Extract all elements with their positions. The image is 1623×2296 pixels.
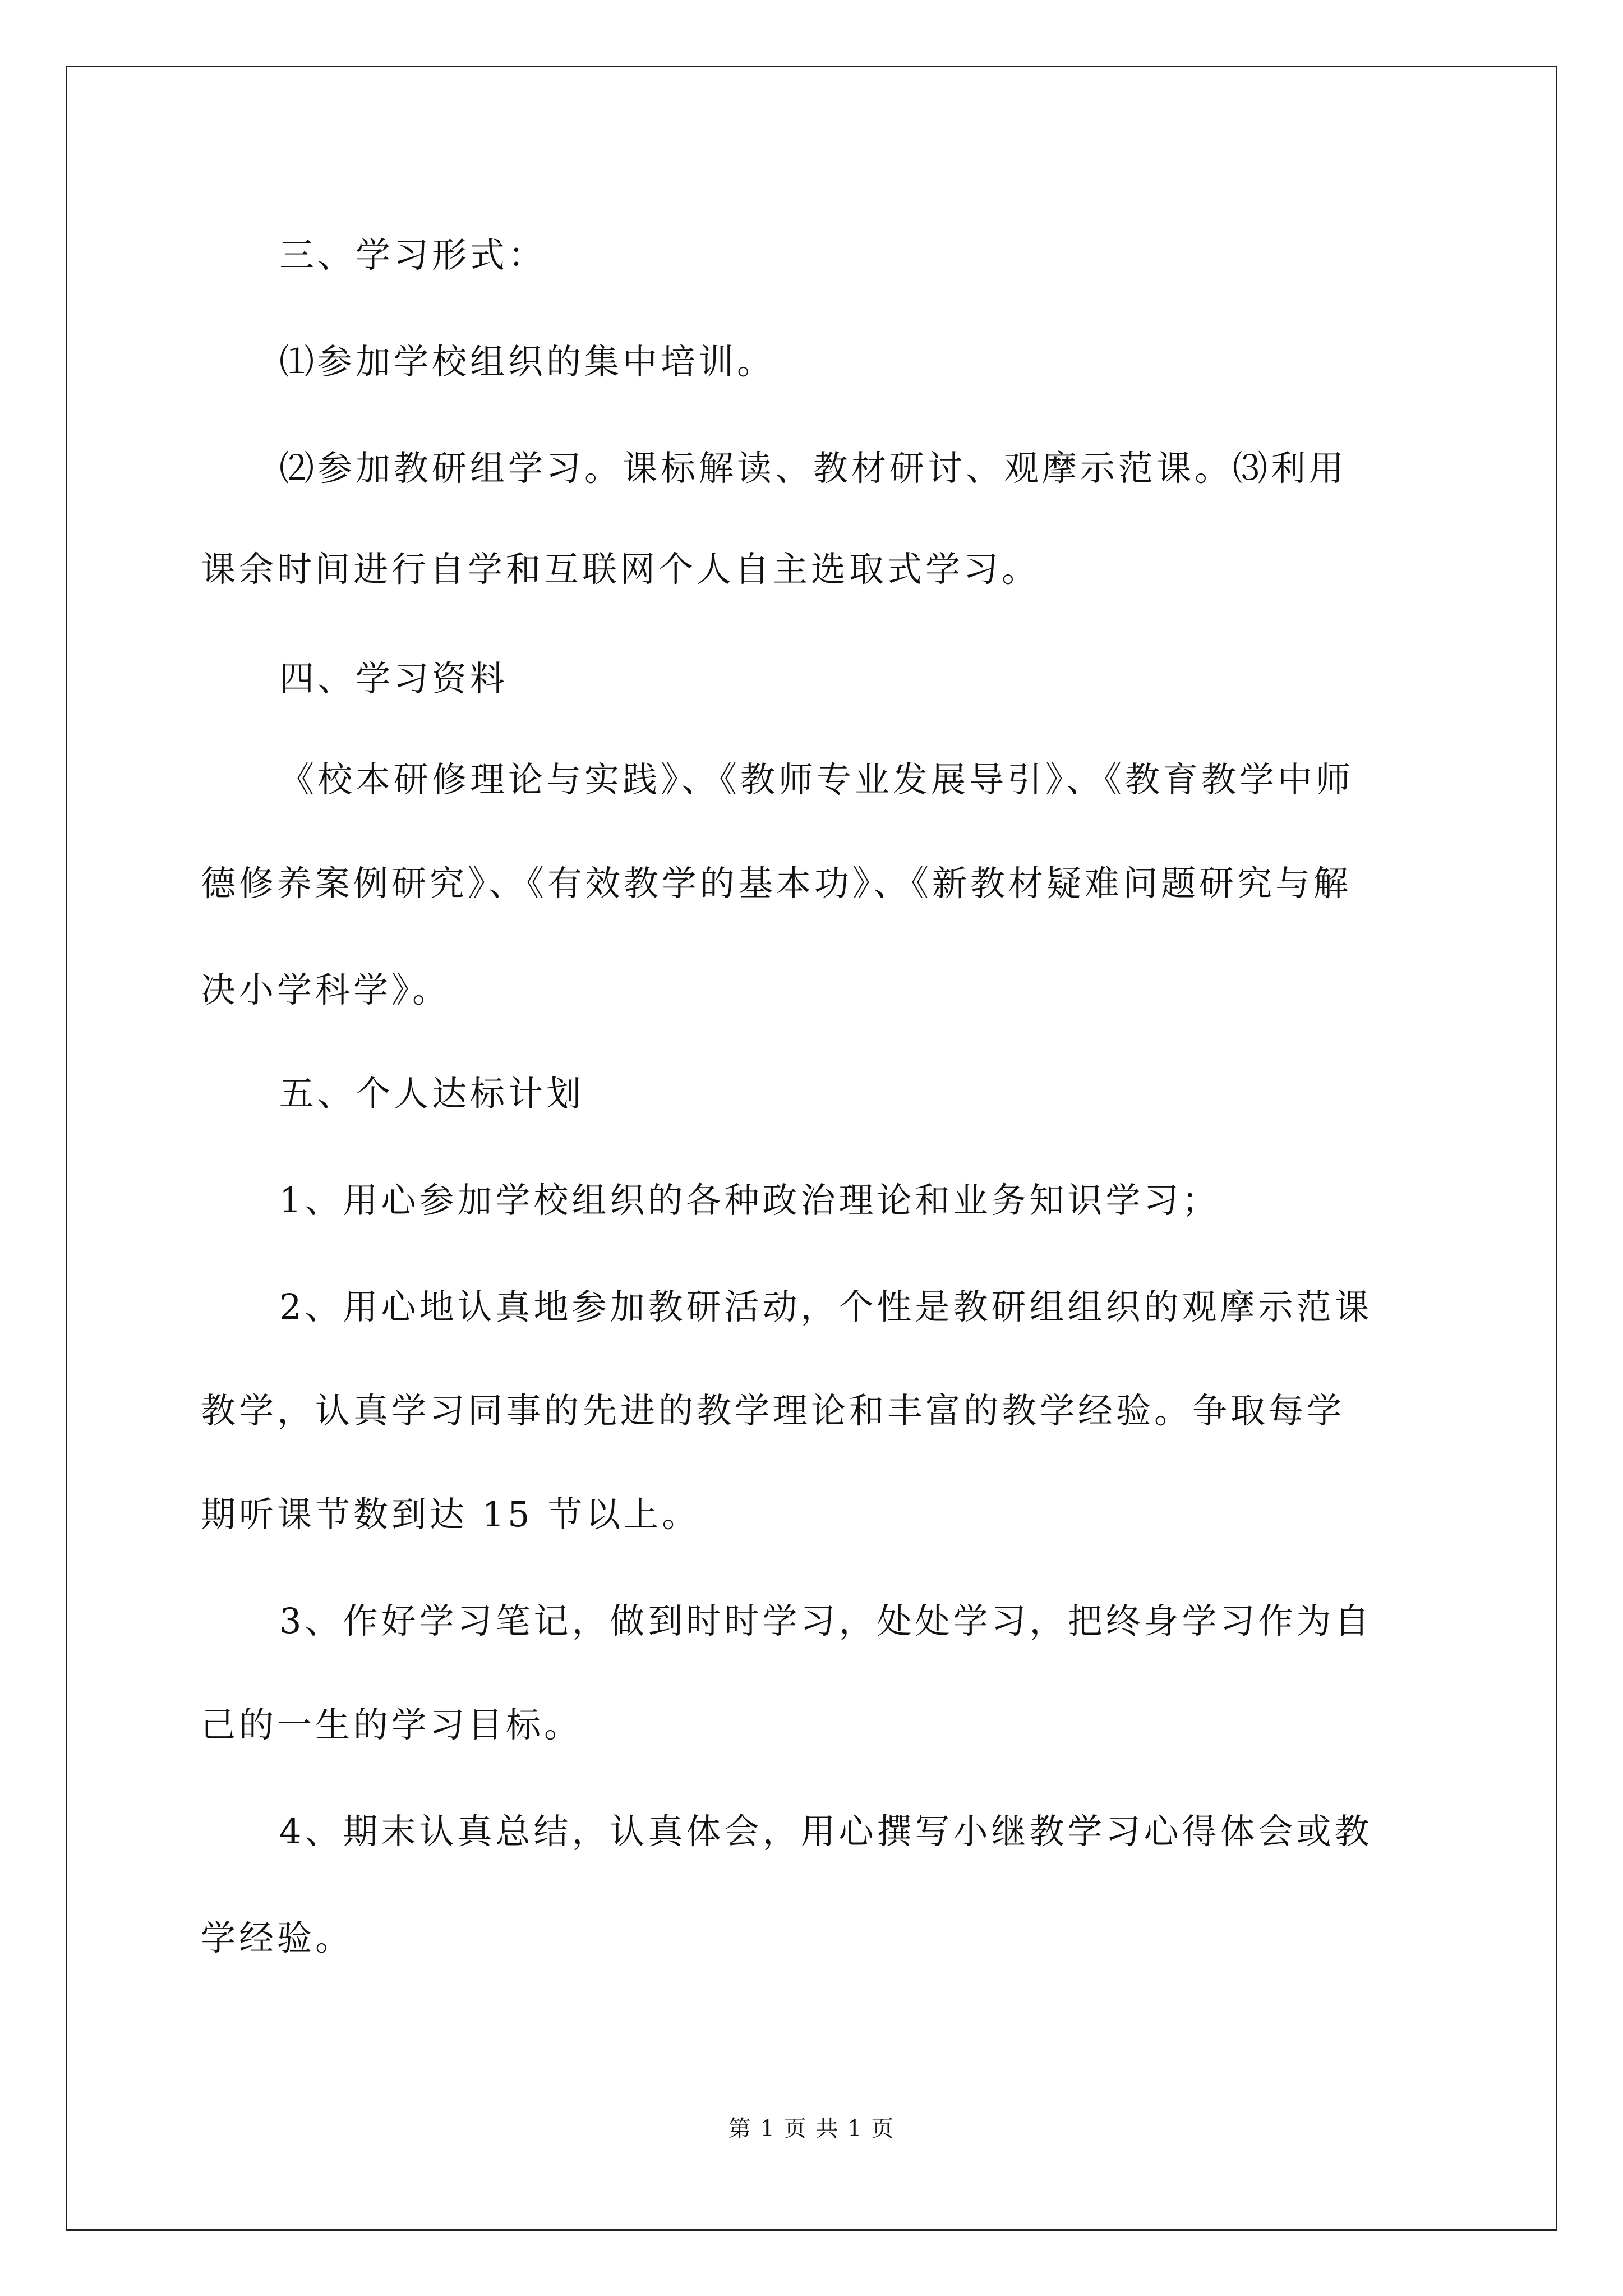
paragraph-line: 3、作好学习笔记，做到时时学习，处处学习，把终身学习作为自	[279, 1600, 1373, 1641]
section-heading-learning-materials: 四、学习资料	[279, 658, 509, 699]
paragraph-line: 己的一生的学习目标。	[201, 1704, 583, 1745]
paragraph-line: 《校本研修理论与实践》、《教师专业发展导引》、《教育教学中师	[279, 759, 1354, 800]
paragraph-line: 4、期末认真总结，认真体会，用心撰写小继教学习心得体会或教	[279, 1811, 1373, 1852]
paragraph-line: ⑴参加学校组织的集中培训。	[279, 341, 776, 382]
paragraph-line: 学经验。	[201, 1917, 354, 1958]
section-heading-personal-plan: 五、个人达标计划	[279, 1073, 585, 1114]
paragraph-line: 课余时间进行自学和互联网个人自主选取式学习。	[201, 549, 1040, 590]
paragraph-line: 1、用心参加学校组织的各种政治理论和业务知识学习；	[279, 1180, 1220, 1221]
page-footer: 第 1 页 共 1 页	[728, 2116, 895, 2142]
paragraph-line: 期听课节数到达 15 节以上。	[201, 1494, 700, 1535]
paragraph-line: ⑵参加教研组学习。课标解读、教材研讨、观摩示范课。⑶利用	[279, 448, 1348, 489]
section-heading-learning-form: 三、学习形式：	[279, 234, 547, 275]
page-border	[66, 66, 1557, 2231]
paragraph-line: 2、用心地认真地参加教研活动，个性是教研组组织的观摩示范课	[279, 1286, 1373, 1327]
paragraph-line: 德修养案例研究》、《有效教学的基本功》、《新教材疑难问题研究与解	[201, 863, 1352, 904]
paragraph-line: 决小学科学》。	[201, 969, 451, 1010]
paragraph-line: 教学，认真学习同事的先进的教学理论和丰富的教学经验。争取每学	[201, 1390, 1345, 1431]
